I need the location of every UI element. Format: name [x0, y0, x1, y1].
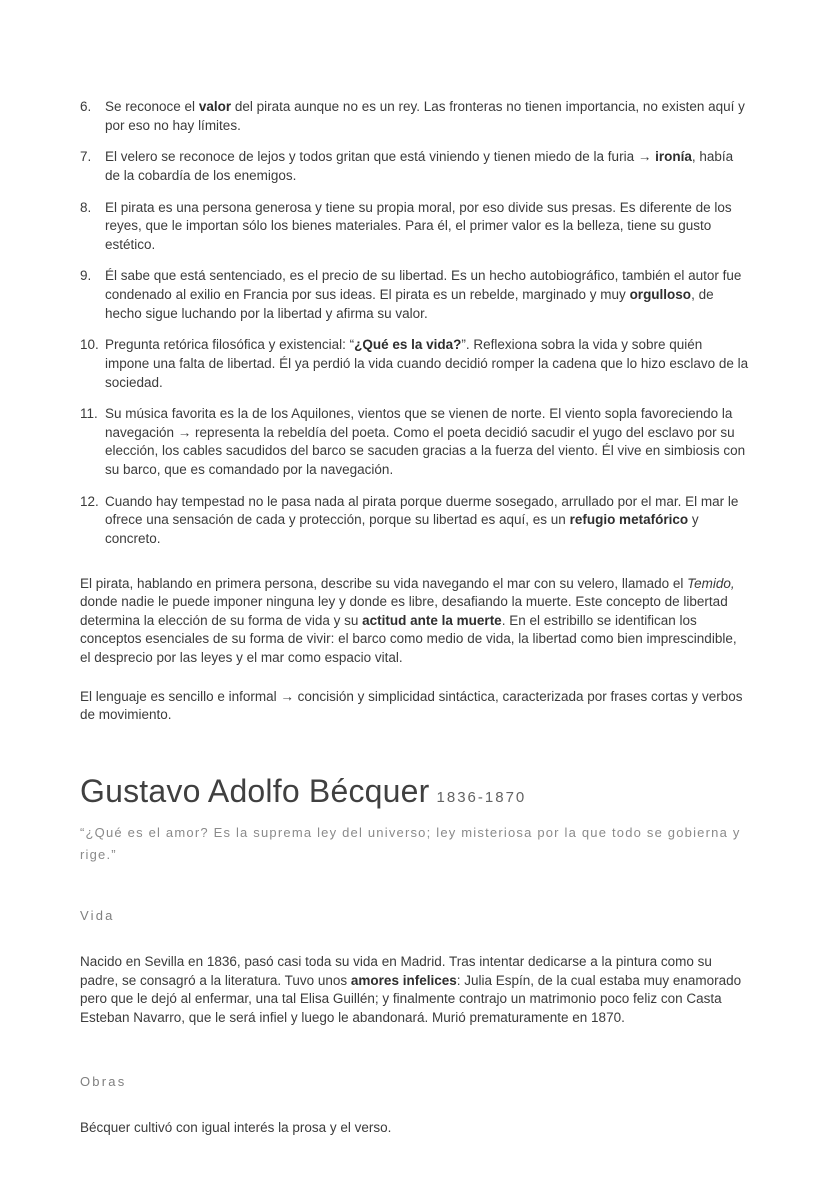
list-item-number: 11.	[80, 406, 98, 422]
bold-text: refugio metafórico	[569, 512, 689, 528]
list-item-text	[105, 148, 750, 185]
list-item-text	[105, 98, 750, 135]
text-run: Su música favorita es la de los Aquilones, vientos que se vienen de norte. El viento sopla favoreciendo la navegación → representa la rebeldía del poeta. Como el poeta decidió sacudir el yugo del esclavo por su elección, los cables sacudidos del barco se sacuden gracias a la fuerza del viento. Él vive en simbiosis con su barco, que es comandado por la navegación.	[105, 406, 746, 477]
language-paragraph	[80, 688, 750, 725]
text-run: : Julia Espín, de la cual estaba muy enamorado pero que le dejó al enfermar, una tal Elisa Guillén; y finalmente contrajo un matrimonio poco feliz con Casta Esteban Navarro, que le será infiel y luego le abandonará. Murió prematuramente en 1870.	[80, 972, 742, 1025]
text-run: Se reconoce el	[105, 99, 199, 114]
text-run: , había de la cobardía de los enemigos.	[105, 149, 734, 183]
bold-text: orgulloso	[629, 287, 692, 302]
list-item-text	[105, 199, 750, 255]
obras-paragraph	[80, 1119, 750, 1138]
author-dates: 1836-1870	[436, 788, 527, 806]
bold-text: amores infelices	[350, 972, 457, 988]
list-item-number: 10.	[80, 337, 99, 353]
text-run: y concreto.	[105, 512, 699, 546]
text-run: El lenguaje es sencillo e informal → concisión y simplicidad sintáctica, caracterizada por frases cortas y verbos de movimiento.	[80, 688, 743, 723]
analysis-paragraph	[80, 575, 750, 668]
list-item	[80, 199, 750, 255]
author-section-title	[80, 773, 750, 810]
text-run: El pirata es una persona generosa y tiene su propia moral, por eso divide sus presas. Es diferente de los reyes, que le importan sólo los bienes materiales. Para él, el primer valor es la belleza, tiene su gusto estético.	[105, 199, 732, 252]
list-item-text	[105, 405, 750, 480]
list-item	[80, 405, 750, 480]
text-run: El pirata, hablando en primera persona, describe su vida navegando el mar con su velero, llamado el	[80, 575, 688, 591]
text-run: ”. Reflexiona sobra la vida y sobre quién impone una falta de libertad. Él ya perdió la vida cuando decidió romper la cadena que lo hizo esclavo de la sociedad.	[105, 337, 749, 390]
text-run: Bécquer cultivó con igual interés la prosa y el verso.	[80, 1119, 392, 1135]
list-item	[80, 493, 750, 549]
italic-text: Temido,	[687, 575, 735, 591]
notes-list	[80, 98, 750, 549]
list-item-number: 8.	[80, 199, 92, 215]
text-run: donde nadie le puede imponer ninguna ley y donde es libre, desafiando la muerte. Este concepto de libertad determina la elección de su forma de vida y su	[80, 594, 728, 628]
author-quote: “¿Qué es el amor? Es la suprema ley del universo; ley misteriosa por la que todo se gobierna y rige.”	[80, 824, 741, 862]
vida-paragraph	[80, 953, 750, 1028]
subheading-obras: Obras	[80, 1073, 127, 1089]
bold-text: ironía	[655, 149, 692, 165]
list-item	[80, 267, 750, 323]
subheading-vida: Vida	[80, 908, 115, 924]
list-item-text	[105, 336, 750, 392]
list-item-text	[105, 267, 750, 323]
bold-text: ¿Qué es la vida?	[354, 337, 462, 353]
list-item-text	[105, 493, 750, 549]
list-item-number: 9.	[80, 268, 92, 284]
bold-text: actitud ante la muerte	[362, 612, 502, 628]
text-run: del pirata aunque no es un rey. Las fronteras no tienen importancia, no existen aquí y por eso no hay límites.	[105, 99, 745, 133]
list-item-number: 6.	[80, 99, 92, 114]
bold-text: valor	[198, 99, 232, 114]
text-run: Cuando hay tempestad no le pasa nada al pirata porque duerme sosegado, arrullado por el mar. El mar le ofrece una sensación de cada y protección, porque su libertad es aquí, es un	[105, 493, 739, 528]
text-run: Nacido en Sevilla en 1836, pasó casi toda su vida en Madrid. Tras intentar dedicarse a la pintura como su padre, se consagró a la literatura. Tuvo unos	[80, 954, 712, 988]
text-run: El velero se reconoce de lejos y todos gritan que está viniendo y tienen miedo de la furia →	[105, 149, 656, 165]
author-name: Gustavo Adolfo Bécquer	[80, 772, 430, 809]
list-item	[80, 148, 750, 185]
text-run: . En el estribillo se identifican los conceptos esenciales de su forma de vivir: el barco como medio de vida, la libertad como bien imprescindible, el desprecio por las leyes y el mar como espacio vital.	[80, 612, 737, 665]
list-item	[80, 98, 750, 135]
text-run: Él sabe que está sentenciado, es el precio de su libertad. Es un hecho autobiográfico, también el autor fue condenado al exilio en Francia por sus ideas. El pirata es un rebelde, marginado y muy	[105, 268, 742, 302]
text-run: , de hecho sigue luchando por la libertad y afirma su valor.	[105, 287, 714, 321]
list-item	[80, 336, 750, 392]
text-run: Pregunta retórica filosófica y existencial: “	[105, 337, 355, 353]
list-item-number: 12.	[80, 493, 99, 509]
list-item-number: 7.	[80, 149, 92, 165]
